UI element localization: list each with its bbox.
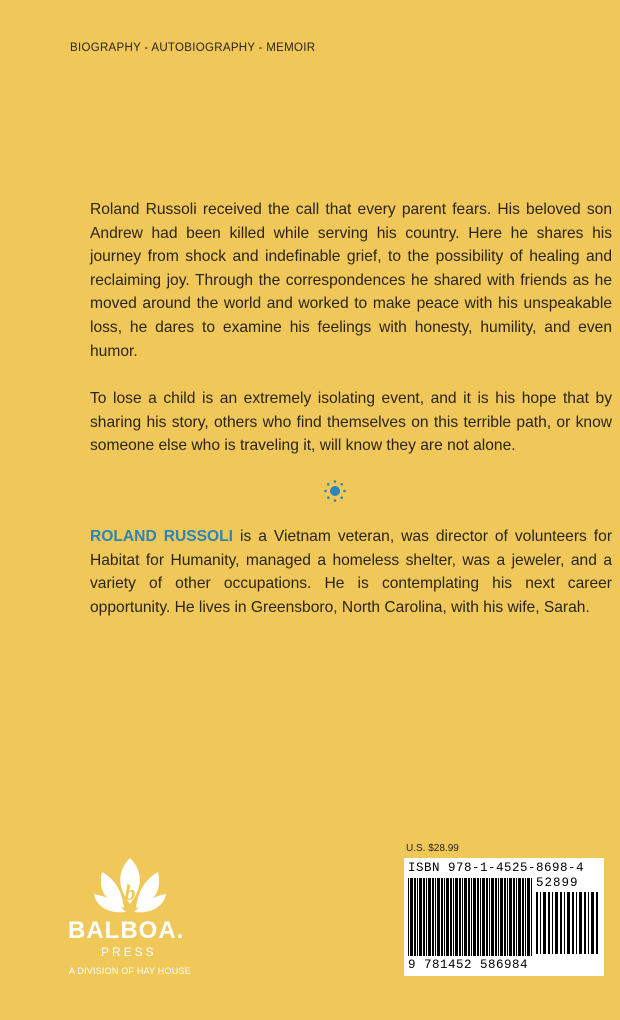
barcode-bar xyxy=(450,878,452,956)
barcode-bar xyxy=(596,892,598,954)
barcode-bar xyxy=(462,878,463,956)
barcode-bar xyxy=(482,878,485,956)
isbn-text: ISBN 978-1-4525-8698-4 xyxy=(408,861,585,875)
barcode-bar xyxy=(468,878,470,956)
barcode-bar xyxy=(419,878,422,956)
barcode-bar xyxy=(531,878,532,956)
price-addon-number: 52899 xyxy=(536,876,579,890)
ean-number: 9 781452 586984 xyxy=(408,958,529,972)
barcode-bar xyxy=(480,878,481,956)
barcode-bar xyxy=(584,892,586,954)
barcode-bar xyxy=(444,878,445,956)
barcode-bar xyxy=(498,878,499,956)
barcode-bar xyxy=(564,892,565,954)
author-bio xyxy=(90,525,612,619)
barcode-bar xyxy=(453,878,454,956)
price-label: U.S. $28.99 xyxy=(406,843,459,854)
barcode-bar xyxy=(410,878,413,956)
barcode-bar xyxy=(513,878,515,956)
barcode-bar xyxy=(491,878,494,956)
book-blurb xyxy=(90,198,612,482)
barcode-bar xyxy=(495,878,497,956)
barcode-bar xyxy=(455,878,458,956)
author-bio-text: is a Vietnam veteran, was director of volunteers for Habitat for Humanity, managed a homeless shelter, was a jeweler, and a variety of other occupations. He is contemplating his next career opportunity. He lives in Greensboro, North Carolina, with his wife, Sarah. xyxy=(90,528,613,616)
publisher-division: A DIVISION OF HAY HOUSE xyxy=(69,966,191,976)
barcode-bar xyxy=(473,878,476,956)
barcode-bar xyxy=(417,878,418,956)
barcode-bar xyxy=(459,878,461,956)
barcode-bar xyxy=(435,878,436,956)
barcode-bar xyxy=(576,892,577,954)
category-label: BIOGRAPHY - AUTOBIOGRAPHY - MEMOIR xyxy=(70,42,316,54)
publisher-name: BALBOA. xyxy=(68,917,185,944)
barcode-bar xyxy=(471,878,472,956)
barcode-bar xyxy=(426,878,427,956)
barcode-bar xyxy=(423,878,425,956)
barcode-bar xyxy=(567,892,570,954)
barcode-bar xyxy=(560,892,562,954)
barcode-bar xyxy=(489,878,490,956)
barcode-bar xyxy=(555,892,558,954)
addon-barcode-bars xyxy=(536,892,600,954)
sun-ornament-icon xyxy=(323,479,347,503)
barcode-bar xyxy=(477,878,479,956)
barcode-bar xyxy=(441,878,443,956)
barcode-bar xyxy=(516,878,517,956)
barcode-bar xyxy=(552,892,553,954)
barcode-bar xyxy=(548,892,550,954)
barcode-bar xyxy=(579,892,582,954)
logo-letter: b xyxy=(124,880,136,905)
barcode-bar xyxy=(588,892,589,954)
barcode-bar xyxy=(486,878,488,956)
barcode-bar xyxy=(437,878,440,956)
barcode-bar xyxy=(504,878,506,956)
author-name: ROLAND RUSSOLI xyxy=(90,528,234,545)
blurb-paragraph-2: To lose a child is an extremely isolating event, and it is his hope that by sharing his story, others who find themselves on this terrible path, or know someone else who is traveling it, will know they are not alone. xyxy=(90,390,612,455)
barcode-bar xyxy=(536,892,538,954)
barcode xyxy=(404,858,604,976)
barcode-bar xyxy=(464,878,467,956)
barcode-bar xyxy=(572,892,574,954)
barcode-bar xyxy=(518,878,521,956)
barcode-bar xyxy=(509,878,512,956)
blurb-paragraph-1: Roland Russoli received the call that every parent fears. His beloved son Andrew had been killed while serving his country. Here he shares his journey from shock and indefinable grief, to the possibility of healing and reclaiming joy. Through the correspondences he shared with friends as he moved around the world and worked to make peace with his unspeakable loss, he dares to examine his feelings with honesty, humility, and even humor. xyxy=(90,201,612,360)
ean-barcode-bars xyxy=(408,878,532,956)
barcode-bar xyxy=(432,878,434,956)
barcode-bar xyxy=(525,878,526,956)
barcode-bar xyxy=(543,892,546,954)
barcode-bar xyxy=(414,878,416,956)
barcode-bar xyxy=(507,878,508,956)
barcode-bar xyxy=(446,878,449,956)
publisher-imprint: PRESS xyxy=(101,945,157,959)
barcode-bar xyxy=(591,892,594,954)
barcode-bar xyxy=(408,878,409,956)
barcode-bar xyxy=(527,878,530,956)
barcode-bar xyxy=(522,878,524,956)
barcode-bar xyxy=(500,878,503,956)
barcode-bar xyxy=(428,878,431,956)
barcode-bar xyxy=(540,892,541,954)
